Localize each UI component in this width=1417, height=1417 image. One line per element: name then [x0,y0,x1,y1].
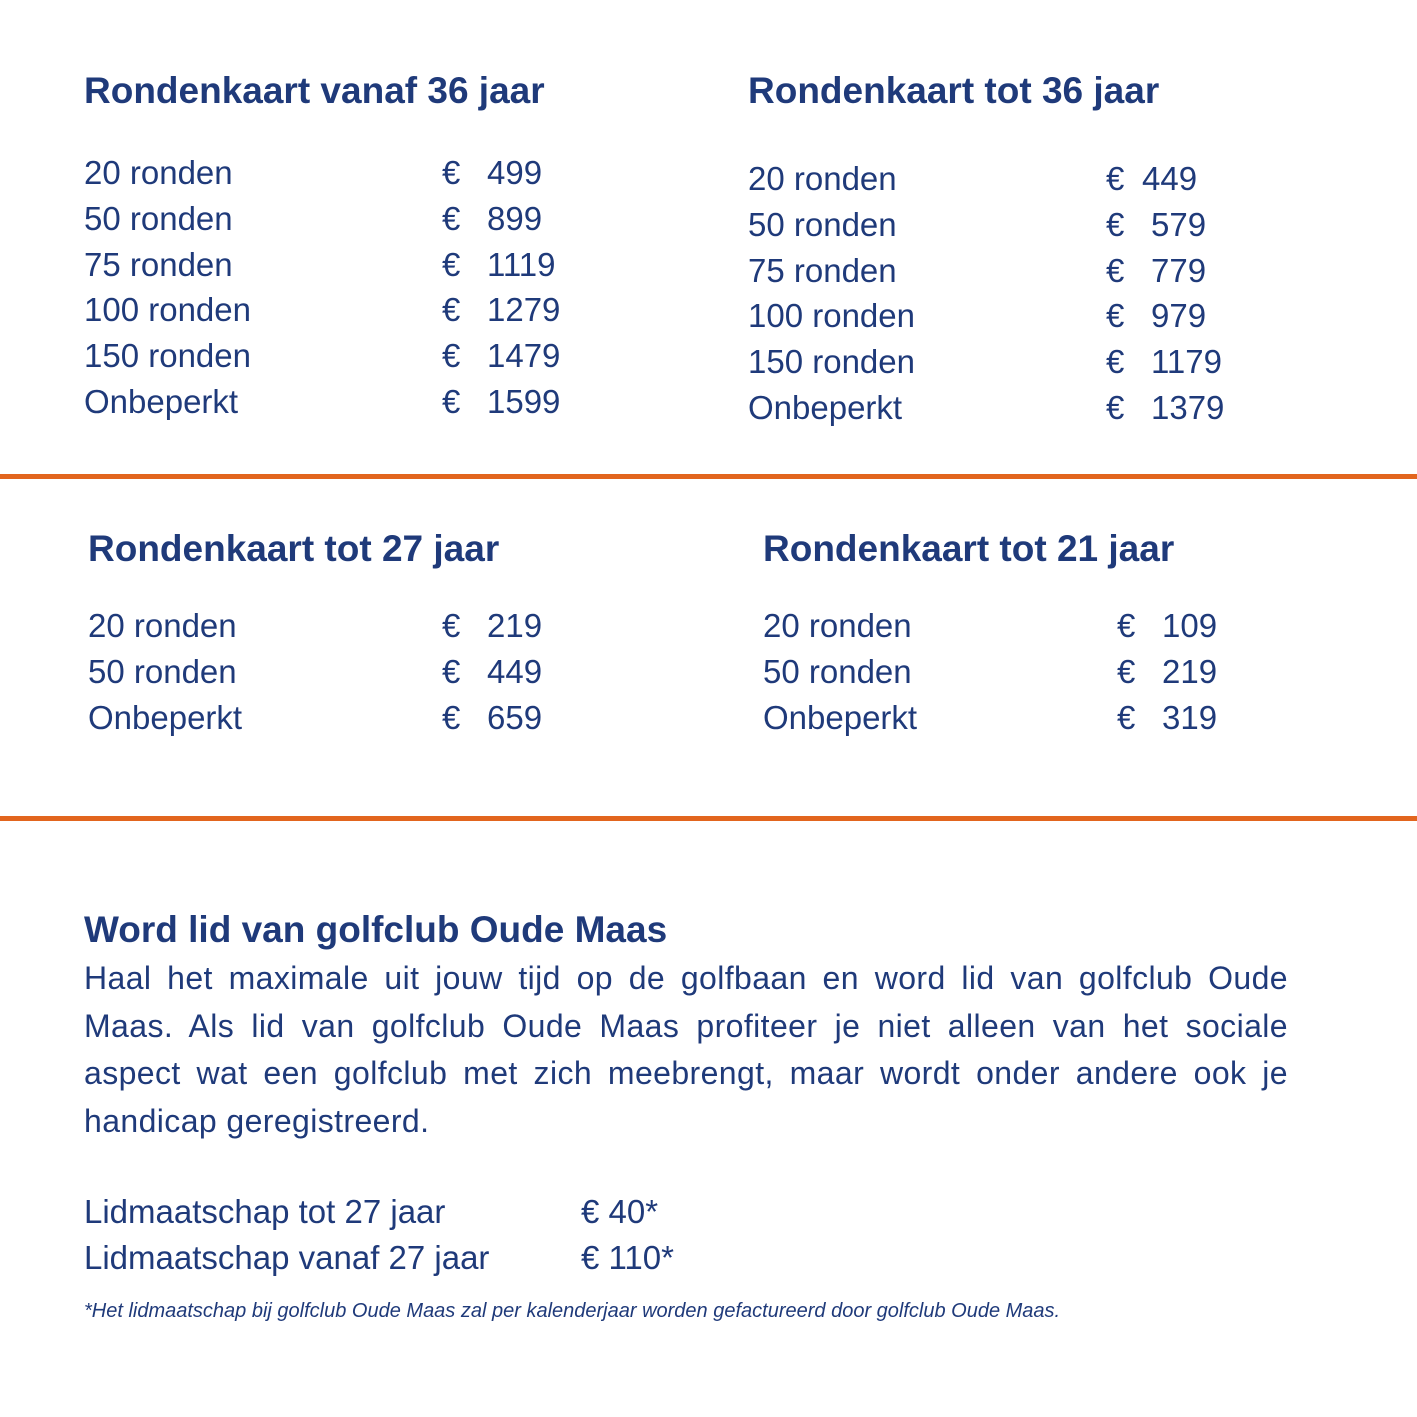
card-tot-27: Rondenkaart tot 27 jaar 20 ronden € 219 50 ronden € 449 Onbeperkt € 659 [88,528,543,736]
card-tot-36: Rondenkaart tot 36 jaar 20 ronden € 449 50 ronden € 579 75 ronden € 779 100 ronden € 979 150 ronden € 1179 Onbeperkt € 1379 [748,70,1225,426]
section-divider [0,816,1417,821]
card-title: Rondenkaart tot 36 jaar [748,70,1160,111]
membership-title: Word lid van golfclub Oude Maas [84,909,668,950]
card-title: Rondenkaart tot 21 jaar [763,528,1175,569]
card-title: Rondenkaart tot 27 jaar [88,528,500,569]
membership-description: Haal het maximale uit jouw tijd op de golfbaan en word lid van golfclub Oude Maas. Als lid van golfclub Oude Maas profiteer je niet alleen van het sociale aspect wat een golfclub met zich meebrengt, maar wordt onder andere ook je handicap geregistreerd. [84,960,1288,1139]
card-vanaf-36: Rondenkaart vanaf 36 jaar 20 ronden € 499 50 ronden € 899 75 ronden € 1119 100 ronden € 1279 150 ronden € 1479 Onbeperkt € 1599 [84,70,561,420]
section-divider [0,474,1417,479]
footnote: *Het lidmaatschap bij golfclub Oude Maas zal per kalenderjaar worden gefactureerd door golfclub Oude Maas. [84,1300,1061,1322]
card-title: Rondenkaart vanaf 36 jaar [84,70,545,111]
card-tot-21: Rondenkaart tot 21 jaar 20 ronden € 109 50 ronden € 219 Onbeperkt € 319 [763,528,1218,736]
